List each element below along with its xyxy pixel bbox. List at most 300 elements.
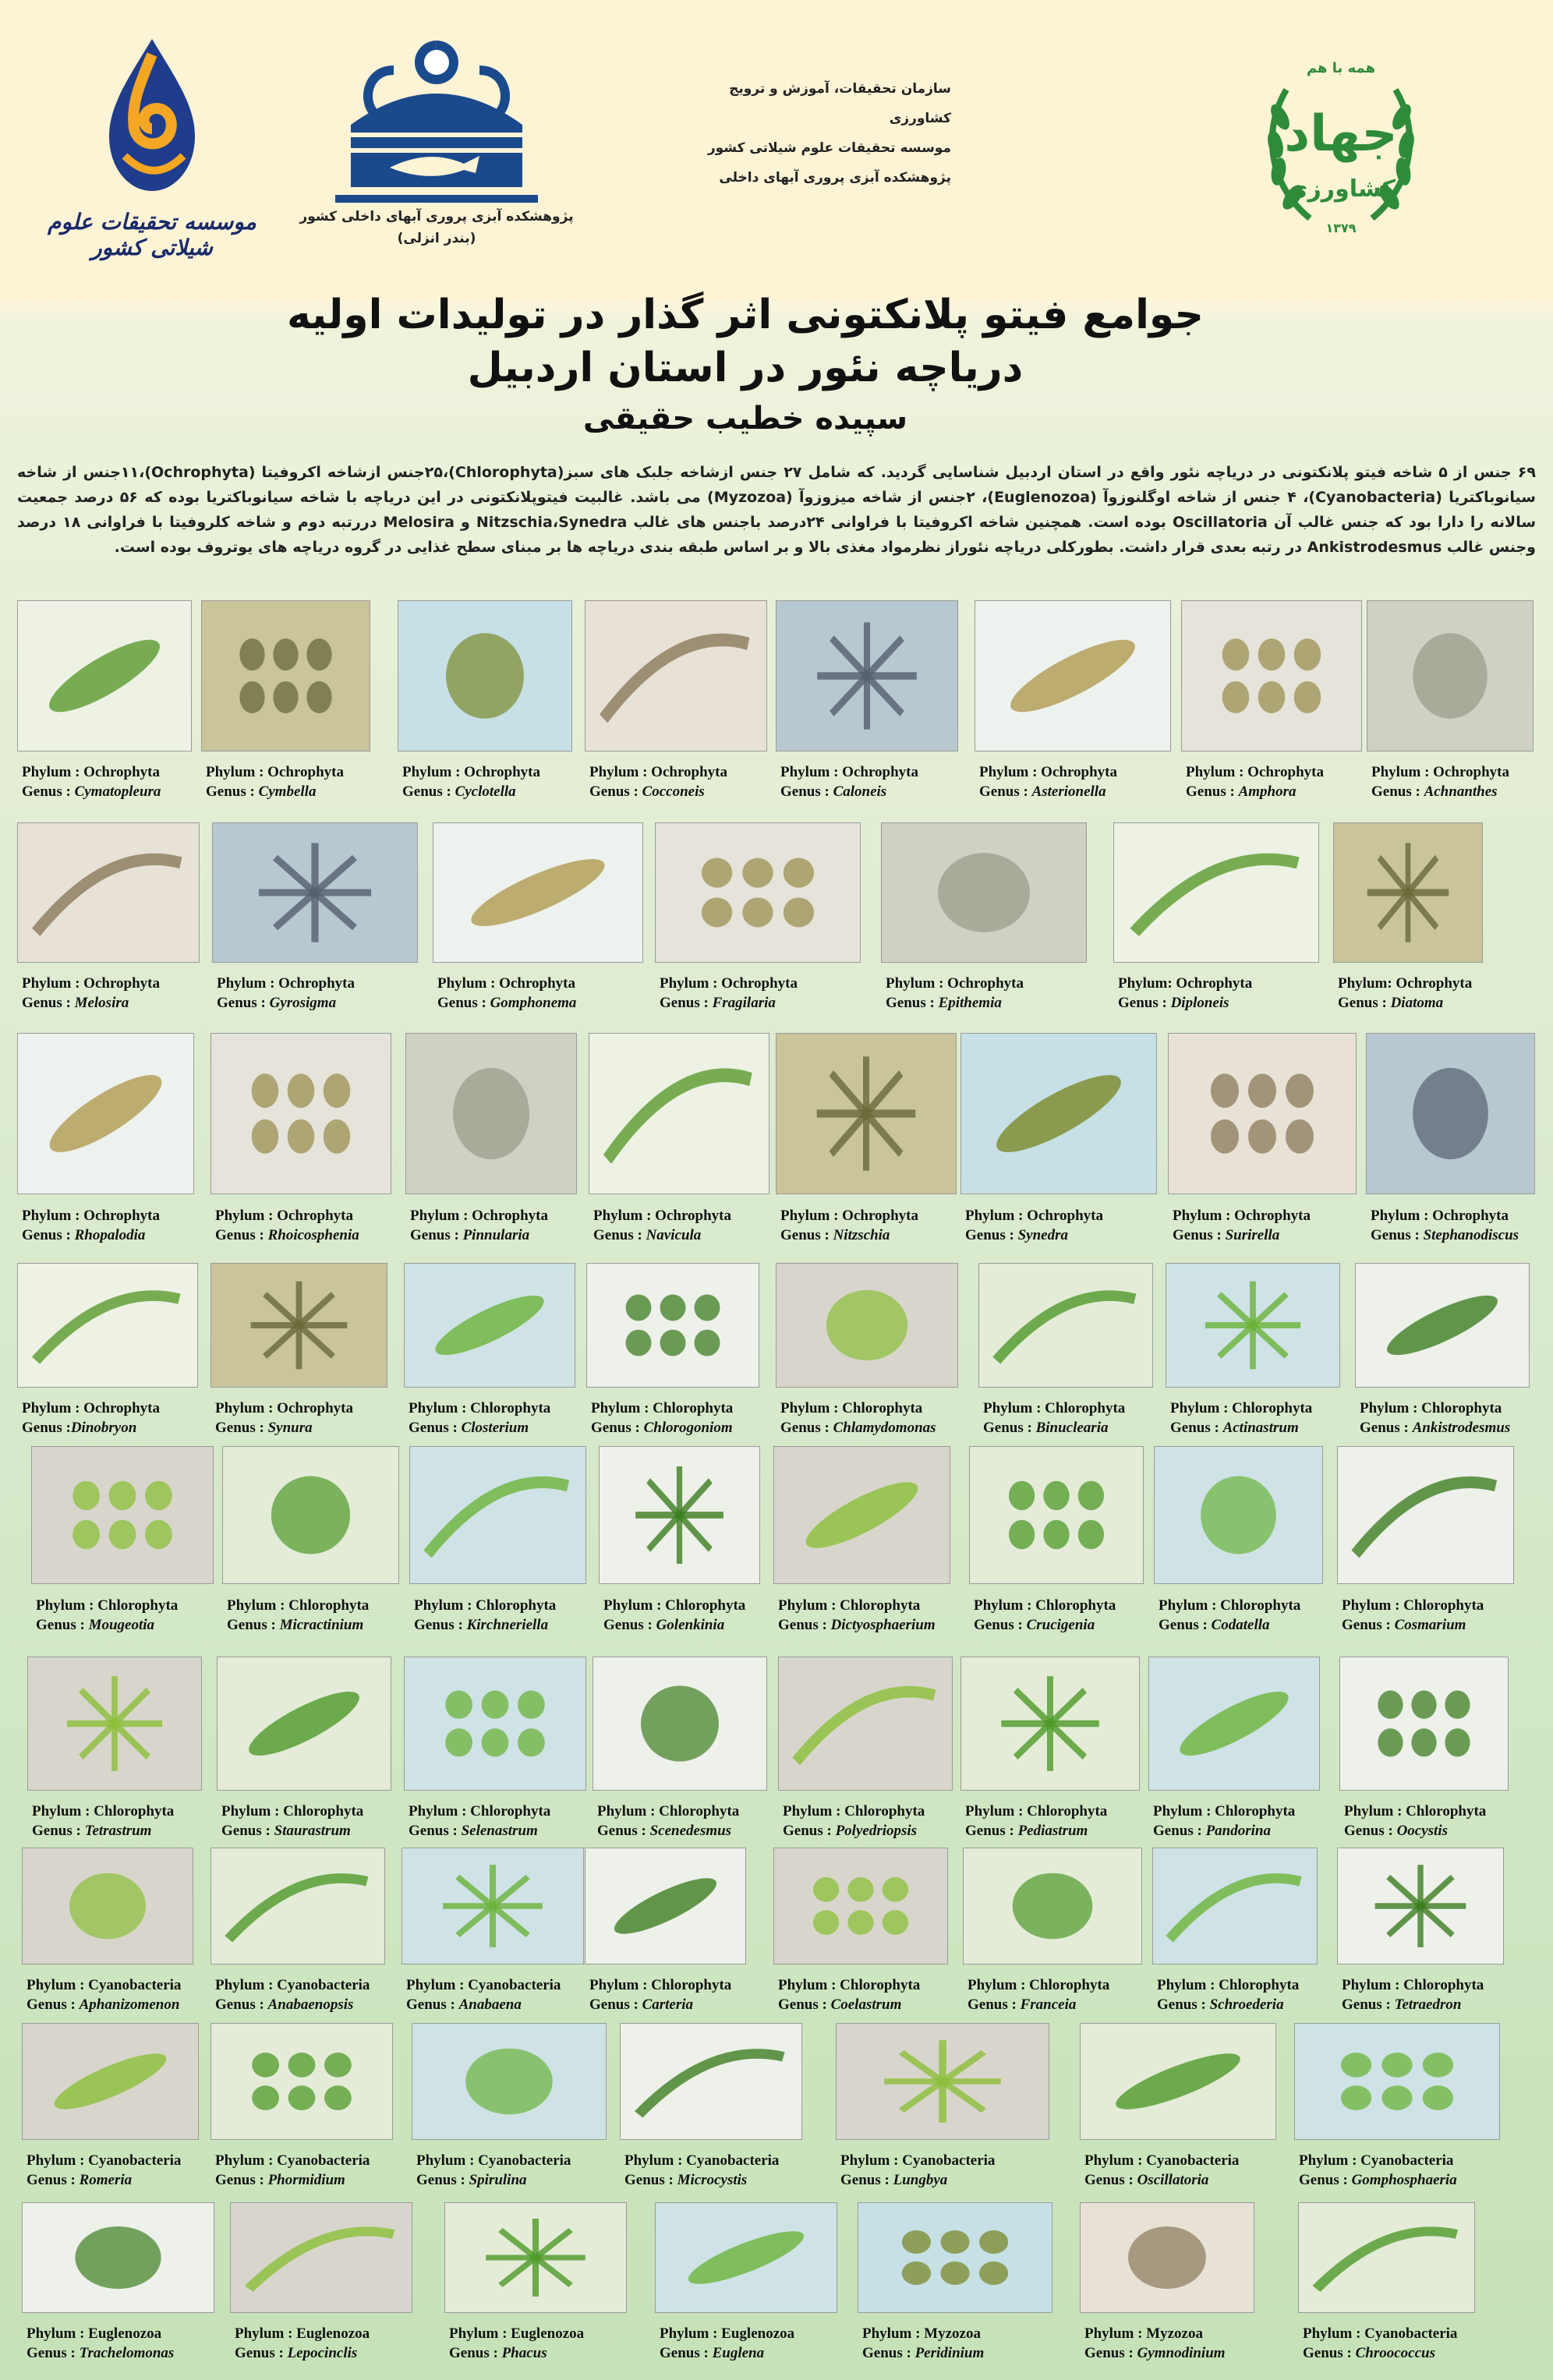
specimen-micrograph <box>412 2023 607 2140</box>
specimen-genus-label <box>840 2170 947 2190</box>
genus-prefix: Genus : <box>215 1227 268 1243</box>
specimen-card <box>776 1263 957 1445</box>
specimen-card <box>773 1848 946 2022</box>
specimen-card <box>586 1263 758 1445</box>
specimen-genus-label <box>409 1821 538 1841</box>
specimen-micrograph <box>960 1657 1140 1791</box>
specimen-genus-label <box>22 782 161 801</box>
specimen-card <box>585 600 766 809</box>
specimen-phylum-label: Phylum : Chlorophyta <box>36 1597 179 1614</box>
genus-name: Tetraedron <box>1394 1996 1462 2013</box>
specimen-phylum-label: Phylum : Chlorophyta <box>589 1977 732 1993</box>
specimen-genus-label <box>1170 1418 1299 1438</box>
genus-prefix: Genus : <box>402 783 455 800</box>
specimen-micrograph <box>778 1657 953 1791</box>
right-logo-main: جهاد <box>1284 105 1398 163</box>
specimen-card <box>230 2202 411 2371</box>
genus-name: Pediastrum <box>1017 1823 1088 1839</box>
drop-logo-icon <box>47 31 257 210</box>
specimen-micrograph <box>210 1263 387 1388</box>
specimen-genus-label <box>778 1615 936 1635</box>
specimen-card <box>217 1657 390 1848</box>
micrograph-organism-icon <box>412 2024 606 2139</box>
specimen-genus-label <box>1342 1615 1466 1635</box>
specimen-micrograph <box>963 1848 1142 1964</box>
specimen-phylum-label: Phylum : Ochrophyta <box>886 975 1024 992</box>
genus-name: Selenastrum <box>461 1823 538 1839</box>
specimen-phylum-label: Phylum : Chlorophyta <box>778 1977 921 1993</box>
specimen-card <box>1113 822 1318 1020</box>
specimen-phylum-label: Phylum : Cyanobacteria <box>1303 2325 1458 2342</box>
genus-prefix: Genus : <box>589 1996 642 2013</box>
specimen-genus-label <box>1342 1995 1461 2014</box>
specimen-card <box>1367 600 1532 809</box>
genus-name: Oocystis <box>1396 1823 1449 1839</box>
specimen-micrograph <box>585 600 767 751</box>
genus-name: Staurastrum <box>274 1823 351 1839</box>
micrograph-organism-icon <box>1334 823 1482 962</box>
specimen-card <box>599 1446 759 1643</box>
genus-prefix: Genus : <box>965 1823 1018 1839</box>
specimen-micrograph <box>210 2023 393 2140</box>
specimen-genus-label <box>1186 782 1297 801</box>
specimen-genus-label <box>1084 2343 1226 2363</box>
specimen-card <box>1152 1848 1316 2022</box>
micrograph-organism-icon <box>1114 823 1318 962</box>
specimen-micrograph <box>1339 1657 1509 1791</box>
genus-name: Diploneis <box>1170 995 1229 1011</box>
right-logo-year: ۱۳۷۹ <box>1325 221 1357 235</box>
right-logo-sub: کشاورزی <box>1286 175 1396 203</box>
micrograph-organism-icon <box>656 2203 837 2312</box>
specimen-genus-label <box>22 1418 136 1438</box>
specimen-micrograph <box>398 600 572 751</box>
specimen-genus-label <box>402 782 516 801</box>
specimen-genus-label <box>593 1225 701 1245</box>
specimen-card <box>1337 1446 1512 1643</box>
specimen-micrograph <box>881 822 1087 963</box>
specimen-genus-label <box>1173 1225 1279 1245</box>
specimen-phylum-label: Phylum : Ochrophyta <box>410 1208 549 1224</box>
genus-prefix: Genus : <box>1157 1996 1210 2013</box>
genus-name: Stephanodiscus <box>1423 1227 1519 1243</box>
genus-prefix: Genus : <box>1084 2345 1137 2361</box>
specimen-phylum-label: Phylum : Ochrophyta <box>780 1208 919 1224</box>
genus-name: Amphora <box>1238 783 1297 800</box>
specimen-card <box>1366 1033 1534 1253</box>
specimen-phylum-label: Phylum : Ochrophyta <box>593 1208 732 1224</box>
genus-name: Oscillatoria <box>1137 2172 1209 2188</box>
specimen-micrograph <box>17 1263 198 1388</box>
genus-name: Phormidium <box>267 2172 345 2188</box>
genus-prefix: Genus : <box>1153 1823 1206 1839</box>
micrograph-organism-icon <box>858 2203 1052 2312</box>
specimen-card <box>27 1657 200 1848</box>
specimen-genus-label <box>215 1418 313 1438</box>
micrograph-organism-icon <box>23 2203 214 2312</box>
genus-name: Schroederia <box>1209 1996 1284 2013</box>
specimen-card <box>210 1033 390 1253</box>
micrograph-organism-icon <box>961 1657 1139 1790</box>
genus-name: Gymnodinium <box>1137 2345 1226 2361</box>
genus-name: Crucigenia <box>1026 1617 1095 1633</box>
specimen-phylum-label: Phylum : Chlorophyta <box>227 1597 370 1614</box>
mid-logo-caption-1: پژوهشکده آبزی پروری آبهای داخلی کشور <box>299 209 574 225</box>
specimen-micrograph <box>210 1848 385 1964</box>
genus-prefix: Genus : <box>221 1823 274 1839</box>
specimen-genus-label <box>22 993 129 1013</box>
micrograph-organism-icon <box>774 1447 950 1583</box>
specimen-genus-label <box>215 1225 359 1245</box>
specimen-phylum-label: Phylum : Ochrophyta <box>660 975 798 992</box>
specimen-phylum-label: Phylum : Ochrophyta <box>1186 764 1325 780</box>
micrograph-organism-icon <box>213 823 417 962</box>
genus-name: Cosmarium <box>1394 1617 1466 1633</box>
specimen-card <box>31 1446 212 1643</box>
genus-name: Microcystis <box>677 2172 748 2188</box>
org-line-2: موسسه تحقیقات علوم شیلاتی کشور <box>707 140 951 156</box>
specimen-card <box>778 1657 951 1848</box>
micrograph-organism-icon <box>1155 1447 1322 1583</box>
specimen-micrograph <box>404 1657 586 1791</box>
genus-prefix: Genus : <box>409 1420 462 1436</box>
genus-name: Synura <box>267 1420 313 1436</box>
genus-name: Chlamydomonas <box>833 1420 936 1436</box>
left-logo-caption: موسسه تحقیقات علوم شیلاتی کشور <box>48 209 256 260</box>
specimen-card <box>402 1848 582 2022</box>
specimen-card <box>776 1033 955 1253</box>
specimen-genus-label <box>410 1225 529 1245</box>
specimen-micrograph <box>975 600 1171 751</box>
genus-name: Nitzschia <box>833 1227 890 1243</box>
micrograph-organism-icon <box>32 1447 213 1583</box>
genus-name: Carteria <box>642 1996 694 2013</box>
genus-prefix: Genus : <box>1159 1617 1212 1633</box>
specimen-phylum-label: Phylum : Cyanobacteria <box>215 2152 370 2169</box>
specimen-genus-label <box>979 782 1106 801</box>
specimen-card <box>17 1033 193 1253</box>
specimen-micrograph <box>27 1657 202 1791</box>
specimen-micrograph <box>404 1263 575 1388</box>
specimen-phylum-label: Phylum : Chlorophyta <box>1342 1597 1484 1614</box>
specimen-phylum-label: Phylum : Cyanobacteria <box>27 2152 182 2169</box>
specimen-phylum-label: Phylum : Ochrophyta <box>1371 764 1510 780</box>
genus-prefix: Genus : <box>1170 1420 1223 1436</box>
specimen-phylum-label: Phylum : Chlorophyta <box>1153 1803 1296 1819</box>
specimen-card <box>836 2023 1048 2198</box>
specimen-micrograph <box>960 1033 1157 1194</box>
genus-name: Cocconeis <box>642 783 705 800</box>
specimen-genus-label <box>660 993 776 1013</box>
specimen-card <box>1080 2202 1253 2371</box>
specimen-phylum-label: Phylum : Cyanobacteria <box>1299 2152 1454 2169</box>
genus-prefix: Genus : <box>1371 1227 1424 1243</box>
micrograph-organism-icon <box>202 601 370 751</box>
genus-name: Kirchneriella <box>466 1617 549 1633</box>
specimen-card <box>22 1848 192 2022</box>
micrograph-organism-icon <box>1340 1657 1508 1790</box>
genus-name: Pandorina <box>1205 1823 1271 1839</box>
specimen-genus-label <box>624 2170 747 2190</box>
micrograph-organism-icon <box>398 601 571 751</box>
genus-name: Golenkinia <box>656 1617 725 1633</box>
specimen-micrograph <box>444 2202 627 2313</box>
genus-name: Actinastrum <box>1222 1420 1299 1436</box>
specimen-genus-label <box>589 782 705 801</box>
micrograph-organism-icon <box>1367 1034 1534 1194</box>
micrograph-organism-icon <box>979 1264 1152 1387</box>
genus-name: Phacus <box>501 2345 547 2361</box>
specimen-phylum-label: Phylum : Chlorophyta <box>597 1803 740 1819</box>
genus-prefix: Genus : <box>778 1617 831 1633</box>
specimen-micrograph <box>1337 1446 1514 1584</box>
micrograph-organism-icon <box>585 601 766 751</box>
micrograph-organism-icon <box>211 1264 387 1387</box>
genus-prefix: Genus : <box>22 783 75 800</box>
specimen-genus-label <box>27 2343 174 2363</box>
specimen-genus-label <box>862 2343 984 2363</box>
micrograph-organism-icon <box>837 2024 1049 2139</box>
specimen-micrograph <box>230 2202 412 2313</box>
specimen-micrograph <box>1366 1033 1535 1194</box>
specimen-phylum-label: Phylum : Chlorophyta <box>409 1803 551 1819</box>
specimen-phylum-label: Phylum : Euglenozoa <box>235 2325 370 2342</box>
specimen-phylum-label: Phylum : Ochrophyta <box>1173 1208 1311 1224</box>
specimen-micrograph <box>22 2023 199 2140</box>
specimen-genus-label <box>1153 1821 1271 1841</box>
specimen-micrograph <box>22 2202 214 2313</box>
specimen-phylum-label: Phylum : Cyanobacteria <box>27 1977 182 1993</box>
genus-prefix: Genus : <box>1371 783 1424 800</box>
specimen-micrograph <box>1148 1657 1320 1791</box>
genus-prefix: Genus : <box>780 1227 833 1243</box>
specimen-card <box>1154 1446 1321 1643</box>
genus-prefix: Genus : <box>660 2345 713 2361</box>
specimen-micrograph <box>969 1446 1144 1584</box>
specimen-card <box>404 1657 585 1848</box>
micrograph-organism-icon <box>211 1034 391 1194</box>
specimen-micrograph <box>836 2023 1049 2140</box>
genus-name: Surirella <box>1225 1227 1280 1243</box>
micrograph-organism-icon <box>405 1264 575 1387</box>
specimen-phylum-label: Phylum : Ochrophyta <box>22 1400 161 1416</box>
specimen-phylum-label: Phylum : Chlorophyta <box>32 1803 175 1819</box>
specimen-phylum-label: Phylum : Cyanobacteria <box>1084 2152 1240 2169</box>
specimen-phylum-label: Phylum : Ochrophyta <box>215 1208 354 1224</box>
genus-prefix: Genus : <box>36 1617 89 1633</box>
org-line-3: پژوهشکده آبزی پروری آبهای داخلی <box>719 170 951 186</box>
specimen-card <box>589 1033 768 1253</box>
specimen-card <box>1148 1657 1318 1848</box>
specimen-card <box>222 1446 398 1643</box>
specimen-card <box>17 600 190 809</box>
genus-prefix: Genus : <box>624 2172 677 2188</box>
specimen-card <box>620 2023 801 2198</box>
specimen-card <box>22 2023 197 2198</box>
specimen-card <box>17 1263 196 1445</box>
genus-prefix: Genus : <box>1118 995 1171 1011</box>
specimen-card <box>978 1263 1151 1445</box>
genus-prefix: Genus : <box>1344 1823 1397 1839</box>
specimen-micrograph <box>1337 1848 1504 1964</box>
specimen-card <box>858 2202 1051 2371</box>
specimen-phylum-label: Phylum : Chlorophyta <box>591 1400 734 1416</box>
genus-prefix: Genus : <box>437 995 490 1011</box>
poster-title-line-2: دریاچه نئور در استان اردبیل <box>467 345 1024 391</box>
specimen-genus-label <box>1159 1615 1270 1635</box>
micrograph-organism-icon <box>1356 1264 1529 1387</box>
specimen-micrograph <box>402 1848 584 1964</box>
micrograph-organism-icon <box>405 1657 585 1790</box>
specimen-phylum-label: Phylum : Chlorophyta <box>983 1400 1126 1416</box>
genus-prefix: Genus : <box>22 1227 75 1243</box>
genus-prefix: Genus : <box>862 2345 915 2361</box>
micrograph-organism-icon <box>882 823 1086 962</box>
micrograph-organism-icon <box>406 1034 576 1194</box>
specimen-micrograph <box>17 600 192 751</box>
specimen-card <box>1298 2202 1473 2371</box>
genus-name: Chroococcus <box>1355 2345 1435 2361</box>
specimen-genus-label <box>449 2343 547 2363</box>
specimen-phylum-label: Phylum : Myzozoa <box>862 2325 981 2342</box>
specimen-genus-label <box>1360 1418 1510 1438</box>
genus-prefix: Genus : <box>449 2345 502 2361</box>
specimen-micrograph <box>1152 1848 1318 1964</box>
genus-name: Lungbya <box>893 2172 948 2188</box>
specimen-micrograph <box>593 1657 767 1791</box>
specimen-phylum-label: Phylum : Euglenozoa <box>449 2325 585 2342</box>
specimen-micrograph <box>599 1446 760 1584</box>
genus-name: Rhopalodia <box>74 1227 146 1243</box>
genus-prefix: Genus : <box>597 1823 650 1839</box>
genus-name: Trachelomonas <box>79 2345 175 2361</box>
specimen-card <box>22 2202 213 2371</box>
genus-name: Caloneis <box>833 783 887 800</box>
specimen-card <box>210 2023 391 2198</box>
specimen-micrograph <box>776 600 958 751</box>
specimen-micrograph <box>858 2202 1052 2313</box>
specimen-card <box>881 822 1085 1020</box>
genus-name: Melosira <box>74 995 129 1011</box>
specimen-phylum-label: Phylum : Chlorophyta <box>1159 1597 1301 1614</box>
micrograph-organism-icon <box>600 1447 759 1583</box>
specimen-micrograph <box>409 1446 586 1584</box>
specimen-micrograph <box>773 1446 950 1584</box>
specimen-phylum-label: Phylum : Ochrophyta <box>217 975 356 992</box>
genus-name: Euglena <box>712 2345 765 2361</box>
specimen-card <box>1294 2023 1498 2198</box>
specimen-genus-label <box>27 2170 132 2190</box>
specimen-card <box>585 1848 745 2022</box>
genus-name: Anabaena <box>458 1996 522 2013</box>
mid-logo-caption-2: (بندر انزلی) <box>397 231 476 246</box>
genus-prefix: Genus : <box>603 1617 656 1633</box>
genus-name: Peridinium <box>914 2345 985 2361</box>
specimen-genus-label <box>409 1418 529 1438</box>
genus-prefix: Genus : <box>1186 783 1239 800</box>
specimen-micrograph <box>1154 1446 1323 1584</box>
genus-prefix: Genus : <box>783 1823 836 1839</box>
genus-prefix: Genus : <box>591 1420 644 1436</box>
specimen-card <box>1333 822 1481 1020</box>
specimen-genus-label <box>1157 1995 1284 2014</box>
specimen-genus-label <box>783 1821 917 1841</box>
genus-prefix: Genus : <box>974 1617 1027 1633</box>
genus-prefix: Genus : <box>780 1420 833 1436</box>
micrograph-organism-icon <box>593 1657 766 1790</box>
specimen-card <box>1166 1263 1339 1445</box>
genus-prefix: Genus : <box>409 1823 462 1839</box>
specimen-card <box>201 600 369 809</box>
specimen-phylum-label: Phylum : Chlorophyta <box>780 1400 923 1416</box>
specimen-micrograph <box>17 1033 194 1194</box>
genus-prefix: Genus : <box>660 995 713 1011</box>
specimen-card <box>1337 1848 1502 2022</box>
micrograph-organism-icon <box>445 2203 626 2312</box>
micrograph-organism-icon <box>1081 2024 1275 2139</box>
micrograph-organism-icon <box>18 1034 193 1194</box>
genus-prefix: Genus : <box>206 783 259 800</box>
genus-prefix: Genus : <box>410 1227 463 1243</box>
specimen-card <box>405 1033 575 1253</box>
specimen-micrograph <box>1168 1033 1357 1194</box>
genus-prefix: Genus : <box>22 995 75 1011</box>
micrograph-organism-icon <box>975 601 1170 751</box>
genus-prefix: Genus : <box>215 1996 268 2013</box>
genus-name: Ankistrodesmus <box>1412 1420 1511 1436</box>
micrograph-organism-icon <box>211 1848 384 1964</box>
specimen-card <box>1181 600 1360 809</box>
abstract-paragraph: ۶۹ جنس از ۵ شاخه فیتو پلانکتونی در دریاچه نئور واقع در استان اردبیل شناسایی گردید. که شامل ۲۷ جنس ازشاخه جلبک های سبز(Chlorophyta)،۲۵جنس ازشاخه اکروفیتا (Ochrophyta)،۱۱جنس از شاخه سیانوباکتریا (Cyanobacteria)، ۴ جنس از شاخه اوگلنوزوآ (Euglenozoa)، ۲جنس از شاخه میزوزوآ (Myzozoa) می باشد. غالبیت فیتوپلانکتونی در این دریاچه با شاخه سیانوباکتریا بوده که ۵۶ درصد جمعیت سالانه را دارا بود که جنس غالب آن Oscillatoria بوده است. همچنین شاخه اکروفیتا با فراوانی ۲۴درصد باجنس های غالب Nitzschia،Synedra و Melosira دررتبه دوم و شاخه کلروفیتا با فراوانی ۱۸ درصد وجنس غالب Ankistrodesmus در رتبه بعدی قرار داشت. بطورکلی دریاچه نئوراز نظرمواد مغذی بالا و بر اساس طبقه بندی دریاچه ها بر مبنای سطح غذایی در گروه دریاچه های یوتروف بوده است. <box>17 464 1537 556</box>
specimen-phylum-label: Phylum : Ochrophyta <box>780 764 919 780</box>
micrograph-organism-icon <box>1081 2203 1254 2312</box>
specimen-genus-label <box>1299 2170 1457 2190</box>
specimen-card <box>433 822 642 1020</box>
genus-name: Codatella <box>1211 1617 1270 1633</box>
specimen-micrograph <box>1166 1263 1340 1388</box>
genus-name: Micractinium <box>279 1617 364 1633</box>
genus-name: Achnanthes <box>1424 783 1498 800</box>
genus-name: Binuclearia <box>1035 1420 1109 1436</box>
specimen-micrograph <box>1080 2023 1276 2140</box>
specimen-micrograph <box>620 2023 802 2140</box>
specimen-micrograph <box>1333 822 1483 963</box>
specimen-card <box>969 1446 1142 1643</box>
micrograph-organism-icon <box>774 1848 947 1964</box>
specimen-grid <box>0 600 1553 2380</box>
specimen-micrograph <box>1181 600 1362 751</box>
genus-prefix: Genus : <box>1360 1420 1413 1436</box>
micrograph-organism-icon <box>18 823 199 962</box>
genus-prefix: Genus : <box>979 783 1032 800</box>
genus-prefix: Genus : <box>414 1617 467 1633</box>
micrograph-organism-icon <box>964 1848 1141 1964</box>
genus-name: Gyrosigma <box>269 995 337 1011</box>
poster-title-line-1: جوامع فیتو پلانکتونی اثر گذار در تولیدات اولیه <box>287 292 1204 338</box>
specimen-card <box>1080 2023 1275 2198</box>
specimen-micrograph <box>655 822 861 963</box>
specimen-card <box>1339 1657 1507 1848</box>
micrograph-organism-icon <box>970 1447 1143 1583</box>
specimen-card <box>210 1263 386 1445</box>
specimen-micrograph <box>1367 600 1534 751</box>
specimen-micrograph <box>201 600 370 751</box>
genus-prefix: Genus : <box>235 2345 288 2361</box>
specimen-micrograph <box>22 1848 193 1964</box>
specimen-micrograph <box>776 1263 958 1388</box>
micrograph-organism-icon <box>621 2024 801 2139</box>
specimen-phylum-label: Phylum : Ochrophyta <box>589 764 728 780</box>
